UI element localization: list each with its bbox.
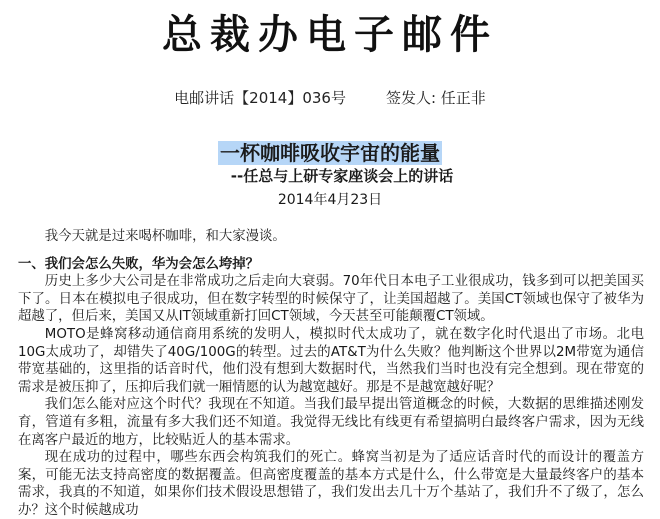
article-subtitle: --任总与上研专家座谈会上的讲话: [230, 167, 454, 185]
reference-number: 电邮讲话【2014】036号: [174, 89, 346, 107]
article-title-row: [0, 140, 660, 166]
page-title: 总裁办电子邮件: [162, 12, 498, 58]
article-date: 2014年4月23日: [277, 192, 383, 208]
article-body: [18, 228, 644, 519]
section-heading: 一、我们会怎么失败，华为会怎么垮掉？: [18, 256, 260, 272]
signer: 签发人: 任正非: [385, 89, 486, 107]
body-paragraph: MOTO是蜂窝移动通信商用系统的发明人，模拟时代太成功了，就在数字化时代退出了市场。北电10G太成功了，却错失了40G/100G的转型。过去的AT&T为什么失败？他判断这个世界以2M带宽为通信带宽基础的，这里指的话音时代，他们没有想到大数据时代，当然我们当时也没有完全想到。现在带宽的需求是被压抑了，压抑后我们就一厢情愿的认为越宽越好。那是不是越宽越好呢？: [18, 326, 644, 395]
body-paragraph: 我们怎么能对应这个时代？我现在不知道。当我们最早提出管道概念的时候，大数据的思维描述刚发育，管道有多粗，流量有多大我们还不知道。我觉得无线比有线更有希望搞明白最终客户需求，因为无线在离客户最近的地方，比较贴近人的基本需求。: [18, 397, 644, 448]
body-paragraph: 现在成功的过程中，哪些东西会构筑我们的死亡。蜂窝当初是为了适应话音时代的而设计的覆盖方案，可能无法支持高密度的数据覆盖。但高密度覆盖的基本方式是什么，什么带宽是大量最终客户的基本需求，我真的不知道，如果你们技术假设思想错了，我们发出去几十万个基站了，我们升不了级了，怎么办？这个时候越成功: [18, 450, 644, 518]
intro-paragraph: 我今天就是过来喝杯咖啡，和大家漫谈。: [44, 229, 286, 244]
document-meta: [0, 88, 660, 108]
body-paragraph: 历史上多少大公司是在非常成功之后走向大衰弱。70年代日本电子工业很成功，钱多到可以把美国买下了。日本在模拟电子很成功，但在数字转型的时候保守了，让美国超越了。美国CT领域也保守了被华为超越了，但后来，美国又从IT领域重新打回CT领域，今天甚至可能颠覆CT领域。: [18, 274, 644, 325]
article-title: 一杯咖啡吸收宇宙的能量: [220, 141, 440, 165]
